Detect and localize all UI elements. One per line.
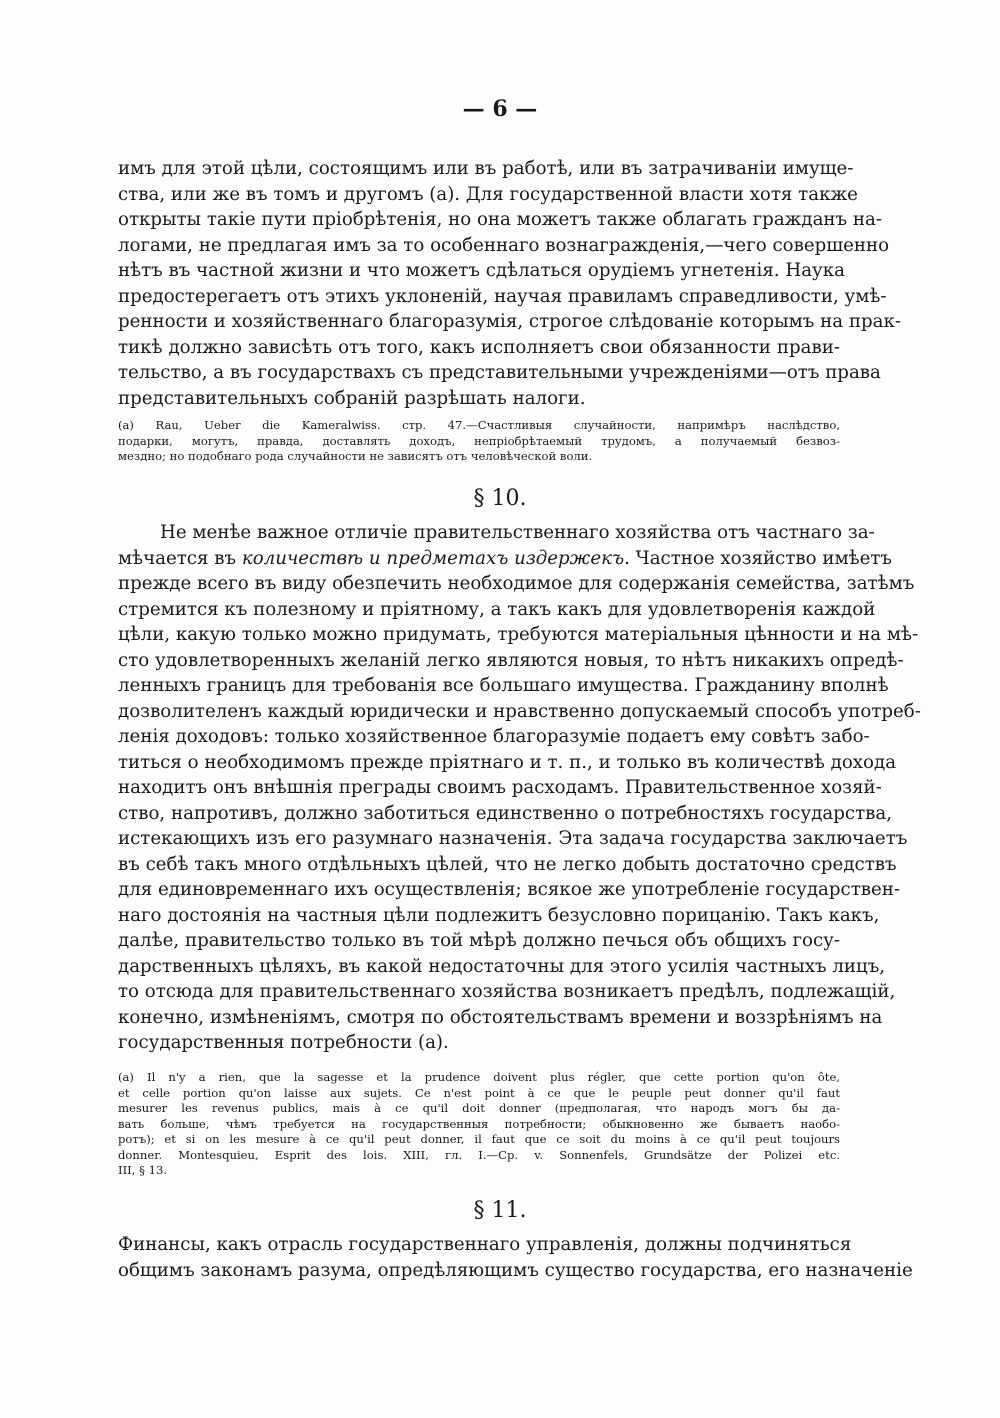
text-line: то отсюда для правительственнаго хозяйства возникаетъ предѣлъ, подлежащій, (118, 981, 896, 1002)
text-line: нѣтъ въ частной жизни и что можетъ сдѣлаться орудіемъ угнетенія. Наука (118, 260, 845, 281)
footnote-line: (а) Rau, Ueber die Kameralwiss. стр. 47.—Счастливыя случайности, напримѣръ наслѣдство, (118, 418, 840, 432)
section-11-paragraph (118, 1232, 913, 1283)
text-line: предостерегаетъ отъ этихъ уклоненій, научая правиламъ справедливости, умѣ- (118, 285, 887, 307)
footnote-line: (а) Il n'y a rien, que la sagesse et la prudence doivent plus régler, que cette portion qu'on ôte, (118, 1070, 840, 1084)
footnote-line: III, § 13. (118, 1163, 168, 1177)
text-line: титься о необходимомъ прежде пріятнаго и т. п., и только въ количествѣ дохода (118, 751, 897, 773)
text-line-mixed (118, 546, 892, 572)
section-10-paragraph (118, 520, 921, 1056)
text-line: въ себѣ такъ много отдѣльныхъ цѣлей, что не легко добыть достаточно средствъ (118, 853, 897, 875)
text-line: дозволителенъ каждый юридически и нравственно допускаемый способъ употреб- (118, 700, 921, 722)
text-line: стремится къ полезному и пріятному, а такъ какъ для удовлетворенія каждой (118, 598, 876, 620)
footnote-line: подарки, могутъ, правда, доставлять доходъ, непріобрѣтаемый трудомъ, а получаемый безвоз- (118, 433, 840, 448)
text-line: дарственныхъ цѣляхъ, въ какой недостаточны для этого усилія частныхъ лицъ, (118, 955, 886, 977)
section-11-heading: § 11. (473, 1198, 527, 1223)
footnote-line: вать больше, чѣмъ требуется на государственныя потребности; обыкновенно же бываетъ наобо- (118, 1116, 840, 1131)
text-line: тельство, а въ государствахъ съ представительными учрежденіями—отъ права (118, 362, 881, 383)
footnote-line: mesurer les revenus publics, mais à ce qu'il doit donner (предполагая, что народъ могъ бы да- (118, 1101, 840, 1115)
text-line: конечно, измѣненіямъ, смотря по обстоятельствамъ времени и воззрѣніямъ на (118, 1006, 883, 1028)
text-line: ства, или же въ томъ и другомъ (а). Для государственной власти хотя также (118, 183, 858, 205)
text-line: сто удовлетворенныхъ желаній легко являются новыя, то нѣтъ никакихъ опредѣ- (118, 649, 904, 671)
text-span: мѣчается въ (118, 547, 242, 569)
text-line: ство, напротивъ, должно заботиться единственно о потребностяхъ государства, (118, 802, 892, 824)
paragraph-continuation (118, 156, 902, 411)
text-line: представительныхъ собраній разрѣшать налоги. (118, 387, 586, 409)
text-line: ленія доходовъ: только хозяйственное благоразуміе подаетъ ему совѣтъ забо- (118, 726, 870, 747)
footnote-line: мездно; но подобнаго рода случайности не зависятъ отъ человѣческой воли. (118, 449, 593, 463)
footnote-1 (118, 418, 840, 465)
page-number: — 6 — (462, 96, 538, 122)
text-line: логами, не предлагая имъ за то особеннаго вознагражденія,—чего совершенно (118, 234, 890, 256)
text-line: открыты такіе пути пріобрѣтенія, но она можетъ также облагать гражданъ на- (118, 209, 883, 230)
text-line: далѣе, правительство только въ той мѣрѣ должно печься объ общихъ госу- (118, 930, 840, 951)
text-line: ренности и хозяйственнаго благоразумія, строгое слѣдованіе которымъ на прак- (118, 311, 902, 332)
footnote-line: ротъ); et si on les mesure à ce qu'il peut donner, il faut que ce soit du moins à ce qu'il peut toujours (118, 1132, 840, 1146)
text-line: истекающихъ изъ его разумнаго назначенія. Эта задача государства заключаетъ (118, 828, 908, 849)
footnote-line: et celle portion qu'on laisse aux sujets. Ce n'est point à ce que le peuple peut donner qu'il faut (118, 1085, 840, 1100)
text-line: ленныхъ границъ для требованія все большаго имущества. Гражданину вполнѣ (118, 675, 889, 696)
text-line: государственныя потребности (а). (118, 1032, 449, 1053)
emphasis-span: количествѣ и предметахъ издержекъ (241, 547, 625, 569)
text-line: для единовременнаго ихъ осуществленія; всякое же употребленіе государствен- (118, 879, 901, 900)
text-line: Не менѣе важное отличіе правительственнаго хозяйства отъ частнаго за- (160, 522, 875, 543)
footnote-line: donner. Montesquieu, Esprit des lois. XIII, гл. I.—Ср. v. Sonnenfels, Grundsätze der Polizei etc. (118, 1147, 840, 1162)
text-line: прежде всего въ виду обезпечить необходимое для содержанія семейства, затѣмъ (118, 573, 915, 594)
text-line: цѣли, какую только можно придумать, требуются матеріальныя цѣнности и на мѣ- (118, 624, 919, 645)
text-line: имъ для этой цѣли, состоящимъ или въ работѣ, или въ затрачиваніи имущe- (118, 158, 854, 179)
text-line: Финансы, какъ отрасль государственнаго управленія, должны подчиняться (118, 1234, 852, 1255)
section-10-heading: § 10. (473, 486, 527, 511)
text-line: наго достоянія на частныя цѣли подлежитъ безусловно порицанію. Такъ какъ, (118, 904, 880, 926)
text-line: общимъ законамъ разума, опредѣляющимъ существо государства, его назначеніе (118, 1259, 913, 1281)
text-line: тикѣ должно зависѣть отъ того, какъ исполняетъ свои обязанности прави- (118, 336, 840, 358)
text-line: находитъ онъ внѣшнія преграды своимъ расходамъ. Правительственное хозяй- (118, 777, 882, 798)
text-span: . Частное хозяйство имѣетъ (624, 547, 892, 569)
footnote-2 (118, 1070, 840, 1179)
